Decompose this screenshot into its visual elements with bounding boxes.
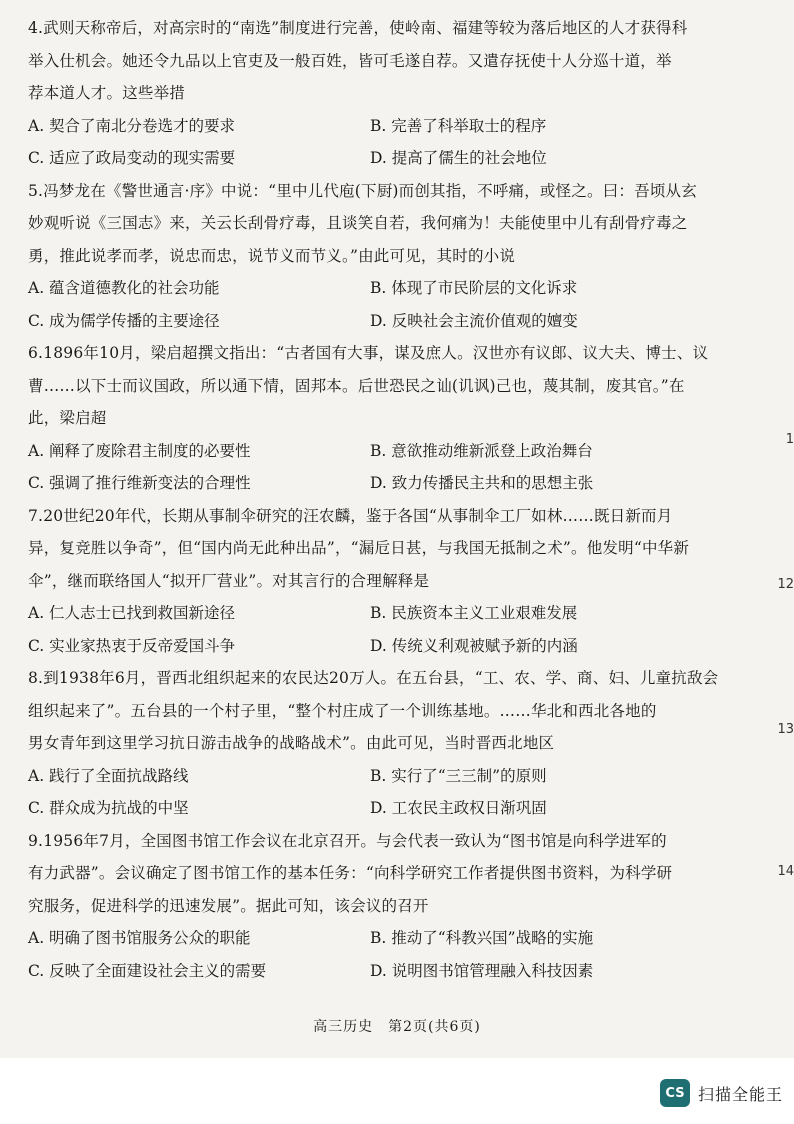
edge-number: 14 [777,864,794,879]
option-b: B. 实行了“三三制”的原则 [370,766,547,785]
option-c: C. 群众成为抗战的中坚 [28,799,189,817]
option-d: D. 提高了儒生的社会地位 [370,149,547,167]
option-c: C. 适应了政局变动的现实需要 [28,149,236,167]
question-stem: 9.1956年7月，全国图书馆工作会议在北京召开。与会代表一致认为“图书馆是向科学进军的 有力武器”。会议确定了图书馆工作的基本任务：“向科学研究工作者提供图书资料，为科学研 究服务，促进科学的迅速发展”。据此可知，该会议的召开 [28,831,673,915]
scanner-watermark [660,1077,783,1109]
question-options [28,272,770,337]
option-a: A. 阐释了废除君主制度的必要性 [28,441,251,460]
question-options [28,435,770,500]
question-8 [28,662,770,825]
question-options [28,922,770,987]
question-stem: 5.冯梦龙在《警世通言·序》中说：“里中儿代庖(下厨)而创其指，不呼痛，或怪之。曰：吾顷从玄 妙观听说《三国志》来，关云长刮骨疗毒，且谈笑自若，我何痛为！夫能使里中儿有刮骨疗毒之 勇，推此说孝而孝，说忠而忠，说节义而节义。”由此可见，其时的小说 [28,181,697,265]
edge-number: 13 [777,722,794,737]
option-b: B. 意欲推动维新派登上政治舞台 [370,441,593,460]
option-b: B. 民族资本主义工业艰难发展 [370,604,578,622]
option-c: C. 实业家热衷于反帝爱国斗争 [28,636,236,655]
option-a: A. 蕴含道德教化的社会功能 [28,279,220,297]
option-b: B. 推动了“科教兴国”战略的实施 [370,929,594,947]
page-footer: 高三历史 第2页(共6页) [313,1019,481,1035]
question-stem: 4.武则天称帝后，对高宗时的“南选”制度进行完善，使岭南、福建等较为落后地区的人才获得科 举入仕机会。她还令九品以上官吏及一般百姓，皆可毛遂自荐。又遣存抚使十人分巡十道，举 荐本道人才。这些举措 [28,19,688,102]
edge-number: 1 [785,432,794,447]
option-b: B. 体现了市民阶层的文化诉求 [370,279,578,297]
question-7 [28,500,770,663]
question-9 [28,825,770,988]
question-options [28,110,770,175]
question-4 [28,12,770,175]
option-c: C. 成为儒学传播的主要途径 [28,311,220,330]
option-d: D. 传统义利观被赋予新的内涵 [370,636,578,655]
scanner-app-name: 扫描全能王 [698,1084,784,1104]
option-c: C. 强调了推行维新变法的合理性 [28,474,251,492]
option-a: A. 仁人志士已找到救国新途径 [28,604,236,622]
edge-number: 12 [777,577,794,592]
option-d: D. 说明图书馆管理融入科技因素 [370,961,594,980]
camscanner-logo-icon: CS [660,1079,690,1107]
option-a: A. 明确了图书馆服务公众的职能 [28,929,251,947]
option-b: B. 完善了科举取士的程序 [370,116,547,135]
question-stem: 7.20世纪20年代，长期从事制伞研究的汪农麟，鉴于各国“从事制伞工厂如林……既日新而月 异，复竞胜以争奇”，但“国内尚无此种出品”，“漏卮日甚，与我国无抵制之术”。他发明“中华新 伞”，继而联络国人“拟开厂营业”。对其言行的合理解释是 [28,506,690,590]
question-stem: 6.1896年10月，梁启超撰文指出：“古者国有大事，谋及庶人。汉世亦有议郎、议大夫、博士、议 曹……以下士而议国政，所以通下情，固邦本。后世恐民之讪(讥讽)己也，蔑其制，废其官。”在 此，梁启超 [28,344,709,427]
option-a: A. 践行了全面抗战路线 [28,766,189,785]
question-6 [28,337,770,500]
question-options [28,760,770,825]
option-d: D. 工农民主政权日渐巩固 [370,799,547,817]
option-d: D. 反映社会主流价值观的嬗变 [370,311,578,330]
question-list [28,12,770,987]
option-a: A. 契合了南北分卷选才的要求 [28,116,236,135]
option-d: D. 致力传播民主共和的思想主张 [370,474,594,492]
question-5 [28,175,770,338]
question-stem: 8.到1938年6月，晋西北组织起来的农民达20万人。在五台县，“工、农、学、商、妇、儿童抗敌会 组织起来了”。五台县的一个村子里，“整个村庄成了一个训练基地。……华北和西北各地的 男女青年到这里学习抗日游击战争的战略战术”。由此可见，当时晋西北地区 [28,669,719,752]
option-c: C. 反映了全面建设社会主义的需要 [28,961,267,980]
question-options [28,597,770,662]
